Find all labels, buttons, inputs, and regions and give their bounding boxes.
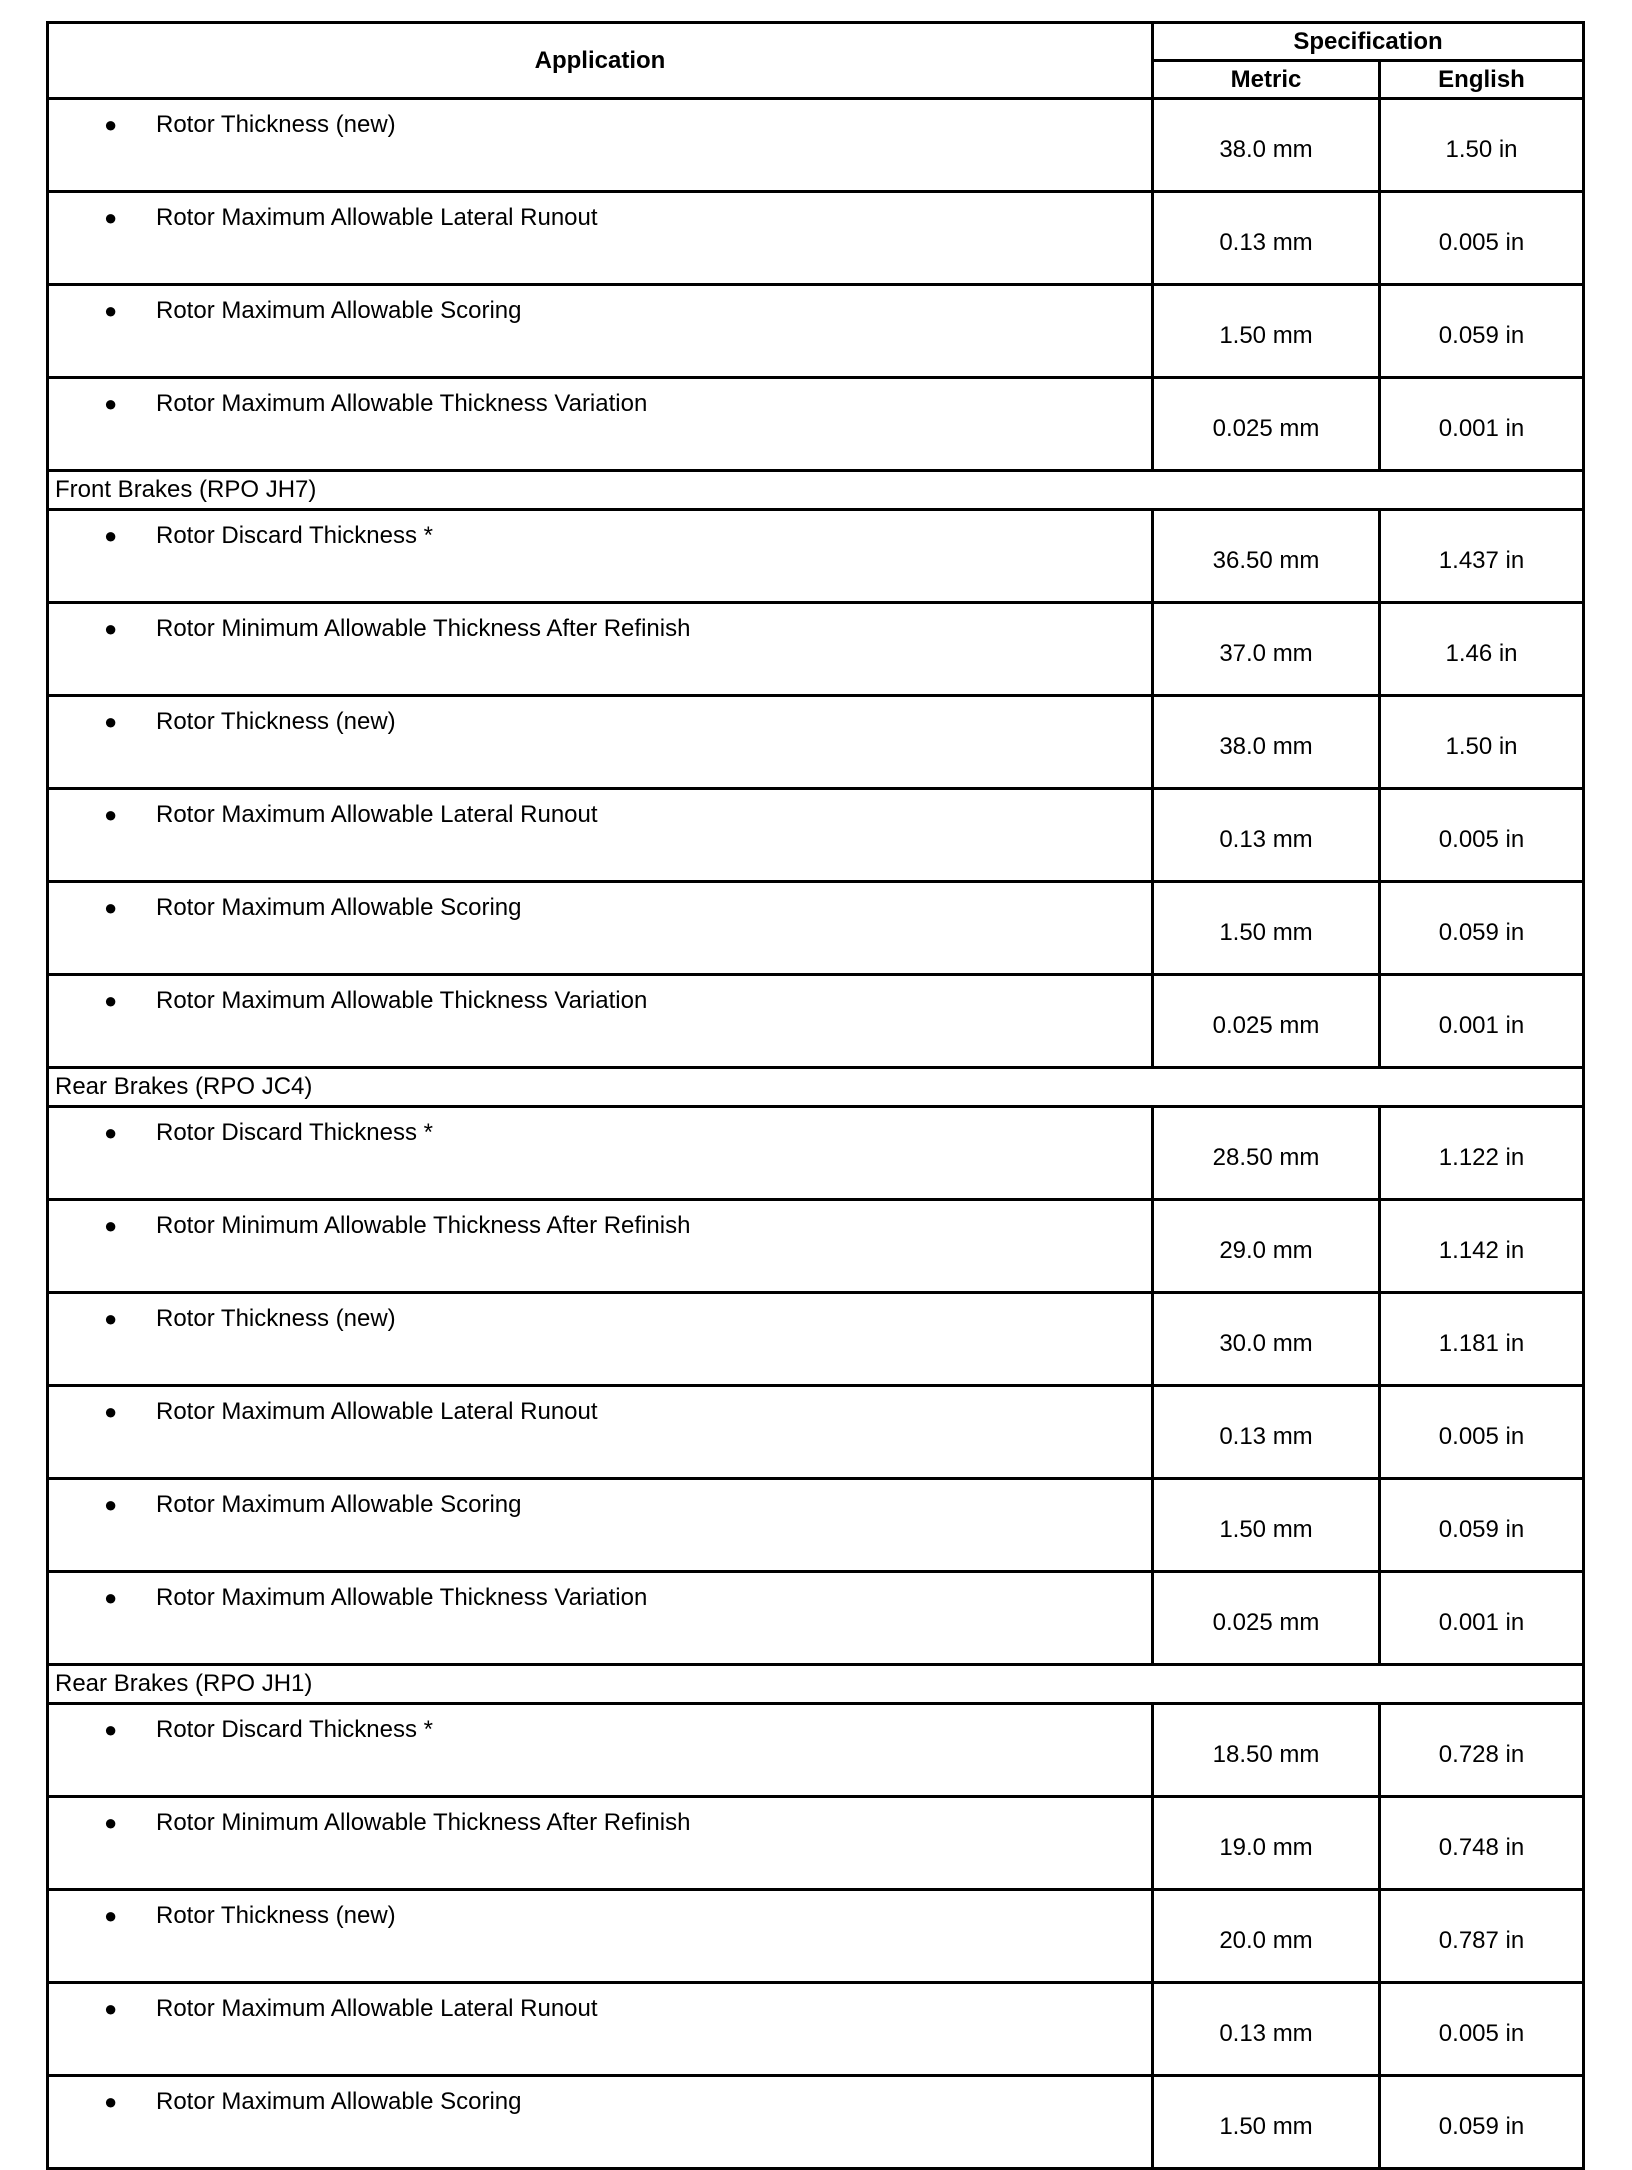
table-row [48, 882, 1584, 975]
section-row [48, 1665, 1584, 1704]
metric-value: 1.50 mm [1153, 285, 1380, 378]
application-item [49, 1201, 1151, 1239]
application-item [49, 1480, 1151, 1518]
table-row [48, 2076, 1584, 2169]
metric-value: 18.50 mm [1153, 1704, 1380, 1797]
application-label: Rotor Maximum Allowable Thickness Variation [156, 1584, 648, 1611]
application-cell [48, 1890, 1153, 1983]
application-item [49, 286, 1151, 324]
bullet-icon: ● [104, 1903, 118, 1928]
section-row [48, 1068, 1584, 1107]
table-row [48, 378, 1584, 471]
specification-header: Specification [1153, 23, 1584, 61]
application-item [49, 2077, 1151, 2115]
application-item [49, 1108, 1151, 1146]
table-row [48, 1200, 1584, 1293]
english-value: 1.46 in [1380, 603, 1584, 696]
metric-value: 1.50 mm [1153, 882, 1380, 975]
application-item [49, 511, 1151, 549]
metric-value: 0.13 mm [1153, 1386, 1380, 1479]
application-label: Rotor Maximum Allowable Scoring [156, 894, 522, 921]
metric-value: 0.025 mm [1153, 378, 1380, 471]
metric-value: 38.0 mm [1153, 696, 1380, 789]
spec-table [46, 21, 1585, 2170]
section-label: Rear Brakes (RPO JH1) [48, 1665, 1584, 1704]
english-value: 0.005 in [1380, 1386, 1584, 1479]
english-value: 0.005 in [1380, 1983, 1584, 2076]
metric-value: 28.50 mm [1153, 1107, 1380, 1200]
table-row [48, 1572, 1584, 1665]
header-row [48, 23, 1584, 61]
metric-value: 20.0 mm [1153, 1890, 1380, 1983]
application-cell [48, 99, 1153, 192]
english-value: 0.059 in [1380, 2076, 1584, 2169]
application-item [49, 100, 1151, 138]
bullet-icon: ● [104, 709, 118, 734]
table-row [48, 285, 1584, 378]
metric-value: 30.0 mm [1153, 1293, 1380, 1386]
application-cell [48, 285, 1153, 378]
table-row [48, 603, 1584, 696]
english-value: 0.059 in [1380, 285, 1584, 378]
metric-value: 1.50 mm [1153, 2076, 1380, 2169]
metric-value: 29.0 mm [1153, 1200, 1380, 1293]
metric-value: 0.025 mm [1153, 1572, 1380, 1665]
table-row [48, 1797, 1584, 1890]
section-label: Rear Brakes (RPO JC4) [48, 1068, 1584, 1107]
english-value: 1.122 in [1380, 1107, 1584, 1200]
metric-value: 19.0 mm [1153, 1797, 1380, 1890]
bullet-icon: ● [104, 988, 118, 1013]
english-header: English [1380, 61, 1584, 99]
application-label: Rotor Maximum Allowable Lateral Runout [156, 1995, 598, 2022]
english-value: 0.787 in [1380, 1890, 1584, 1983]
application-label: Rotor Discard Thickness * [156, 1716, 433, 1743]
bullet-icon: ● [104, 1306, 118, 1331]
application-cell [48, 1983, 1153, 2076]
bullet-icon: ● [104, 112, 118, 137]
application-label: Rotor Discard Thickness * [156, 1119, 433, 1146]
bullet-icon: ● [104, 1996, 118, 2021]
application-item [49, 1705, 1151, 1743]
application-item [49, 790, 1151, 828]
table-row [48, 696, 1584, 789]
bullet-icon: ● [104, 1492, 118, 1517]
application-cell [48, 1797, 1153, 1890]
application-label: Rotor Maximum Allowable Thickness Variation [156, 987, 648, 1014]
english-value: 0.728 in [1380, 1704, 1584, 1797]
application-item [49, 697, 1151, 735]
bullet-icon: ● [104, 1399, 118, 1424]
table-body [48, 99, 1584, 2169]
english-value: 0.005 in [1380, 789, 1584, 882]
application-cell [48, 1704, 1153, 1797]
application-cell [48, 2076, 1153, 2169]
bullet-icon: ● [104, 1213, 118, 1238]
application-label: Rotor Maximum Allowable Scoring [156, 1491, 522, 1518]
bullet-icon: ● [104, 205, 118, 230]
application-label: Rotor Thickness (new) [156, 1305, 396, 1332]
application-cell [48, 789, 1153, 882]
metric-value: 36.50 mm [1153, 510, 1380, 603]
english-value: 0.001 in [1380, 1572, 1584, 1665]
bullet-icon: ● [104, 1120, 118, 1145]
application-item [49, 976, 1151, 1014]
application-item [49, 379, 1151, 417]
bullet-icon: ● [104, 616, 118, 641]
application-header: Application [48, 23, 1153, 99]
bullet-icon: ● [104, 1810, 118, 1835]
metric-value: 0.13 mm [1153, 789, 1380, 882]
bullet-icon: ● [104, 391, 118, 416]
metric-value: 38.0 mm [1153, 99, 1380, 192]
english-value: 1.50 in [1380, 99, 1584, 192]
bullet-icon: ● [104, 523, 118, 548]
table-row [48, 1704, 1584, 1797]
table-row [48, 789, 1584, 882]
english-value: 1.50 in [1380, 696, 1584, 789]
application-item [49, 1387, 1151, 1425]
application-item [49, 1573, 1151, 1611]
application-cell [48, 882, 1153, 975]
application-label: Rotor Maximum Allowable Thickness Variation [156, 390, 648, 417]
bullet-icon: ● [104, 298, 118, 323]
application-cell [48, 603, 1153, 696]
application-label: Rotor Discard Thickness * [156, 522, 433, 549]
table-row [48, 192, 1584, 285]
application-cell [48, 696, 1153, 789]
application-label: Rotor Thickness (new) [156, 111, 396, 138]
application-cell [48, 1572, 1153, 1665]
metric-value: 0.13 mm [1153, 1983, 1380, 2076]
section-row [48, 471, 1584, 510]
bullet-icon: ● [104, 802, 118, 827]
english-value: 0.001 in [1380, 378, 1584, 471]
application-cell [48, 510, 1153, 603]
table-row [48, 1107, 1584, 1200]
english-value: 0.001 in [1380, 975, 1584, 1068]
metric-value: 1.50 mm [1153, 1479, 1380, 1572]
metric-value: 0.13 mm [1153, 192, 1380, 285]
english-value: 1.181 in [1380, 1293, 1584, 1386]
application-item [49, 1891, 1151, 1929]
application-label: Rotor Maximum Allowable Lateral Runout [156, 204, 598, 231]
table-row [48, 510, 1584, 603]
application-label: Rotor Minimum Allowable Thickness After Refinish [156, 1809, 691, 1836]
english-value: 0.005 in [1380, 192, 1584, 285]
application-cell [48, 1200, 1153, 1293]
english-value: 1.437 in [1380, 510, 1584, 603]
application-label: Rotor Minimum Allowable Thickness After Refinish [156, 615, 691, 642]
table-row [48, 1479, 1584, 1572]
section-label: Front Brakes (RPO JH7) [48, 471, 1584, 510]
application-label: Rotor Maximum Allowable Scoring [156, 2088, 522, 2115]
table-row [48, 1386, 1584, 1479]
application-item [49, 1798, 1151, 1836]
application-label: Rotor Thickness (new) [156, 708, 396, 735]
application-cell [48, 1479, 1153, 1572]
application-label: Rotor Minimum Allowable Thickness After Refinish [156, 1212, 691, 1239]
application-cell [48, 975, 1153, 1068]
application-cell [48, 378, 1153, 471]
application-label: Rotor Thickness (new) [156, 1902, 396, 1929]
application-cell [48, 1107, 1153, 1200]
english-value: 0.748 in [1380, 1797, 1584, 1890]
application-label: Rotor Maximum Allowable Lateral Runout [156, 801, 598, 828]
table-row [48, 1983, 1584, 2076]
application-item [49, 604, 1151, 642]
application-item [49, 1294, 1151, 1332]
application-cell [48, 192, 1153, 285]
application-cell [48, 1293, 1153, 1386]
bullet-icon: ● [104, 1585, 118, 1610]
table-row [48, 99, 1584, 192]
application-label: Rotor Maximum Allowable Scoring [156, 297, 522, 324]
application-label: Rotor Maximum Allowable Lateral Runout [156, 1398, 598, 1425]
metric-value: 37.0 mm [1153, 603, 1380, 696]
application-item [49, 883, 1151, 921]
bullet-icon: ● [104, 2089, 118, 2114]
table-row [48, 975, 1584, 1068]
metric-value: 0.025 mm [1153, 975, 1380, 1068]
bullet-icon: ● [104, 895, 118, 920]
english-value: 0.059 in [1380, 882, 1584, 975]
application-cell [48, 1386, 1153, 1479]
application-item [49, 1984, 1151, 2022]
application-item [49, 193, 1151, 231]
english-value: 1.142 in [1380, 1200, 1584, 1293]
metric-header: Metric [1153, 61, 1380, 99]
bullet-icon: ● [104, 1717, 118, 1742]
table-row [48, 1293, 1584, 1386]
english-value: 0.059 in [1380, 1479, 1584, 1572]
table-row [48, 1890, 1584, 1983]
